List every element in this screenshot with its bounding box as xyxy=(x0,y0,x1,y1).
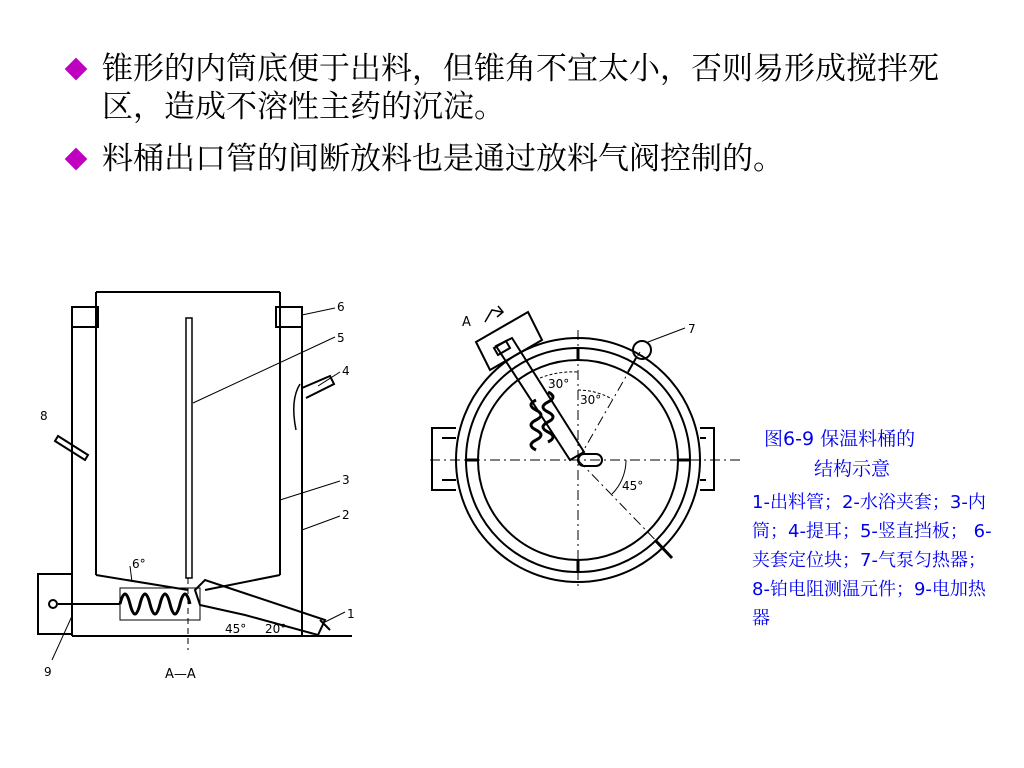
bullet-text: 锥形的内筒底便于出料，但锥角不宜太小，否则易形成搅拌死区，造成不溶性主药的沉淀。 xyxy=(102,51,939,125)
bullet-text: 料桶出口管的间断放料也是通过放料气阀控制的。 xyxy=(102,141,784,177)
label-3: 3 xyxy=(342,473,350,487)
view-arrow-label: A xyxy=(462,315,471,330)
top-view xyxy=(430,306,740,590)
caption-title: 图6-9 保温料桶的 xyxy=(764,428,916,450)
angle-30a-label: 30° xyxy=(548,377,570,391)
angle-45-right-label: 45° xyxy=(622,479,644,493)
angle-45-label: 45° xyxy=(225,622,247,636)
section-view xyxy=(38,292,352,660)
section-label: A—A xyxy=(165,667,196,682)
figure-caption xyxy=(752,424,1022,633)
angle-20-label: 20° xyxy=(265,622,287,636)
label-6: 6 xyxy=(337,300,345,314)
angle-30b-label: 30° xyxy=(580,393,602,407)
label-7: 7 xyxy=(688,322,696,336)
label-1: 1 xyxy=(347,607,355,621)
label-2: 2 xyxy=(342,508,350,522)
caption-title-line2: 结构示意 xyxy=(814,458,891,480)
label-9: 9 xyxy=(44,665,52,679)
caption-legend: 1-出料管；2-水浴夹套；3-内筒；4-提耳；5-竖直挡板； 6-夹套定位块；7-气泵匀热器；8-铂电阻测温元件；9-电加热器 xyxy=(752,492,992,629)
angle-6-label: 6° xyxy=(132,557,146,571)
label-8: 8 xyxy=(40,409,48,423)
label-5: 5 xyxy=(337,331,345,345)
label-4: 4 xyxy=(342,364,350,378)
